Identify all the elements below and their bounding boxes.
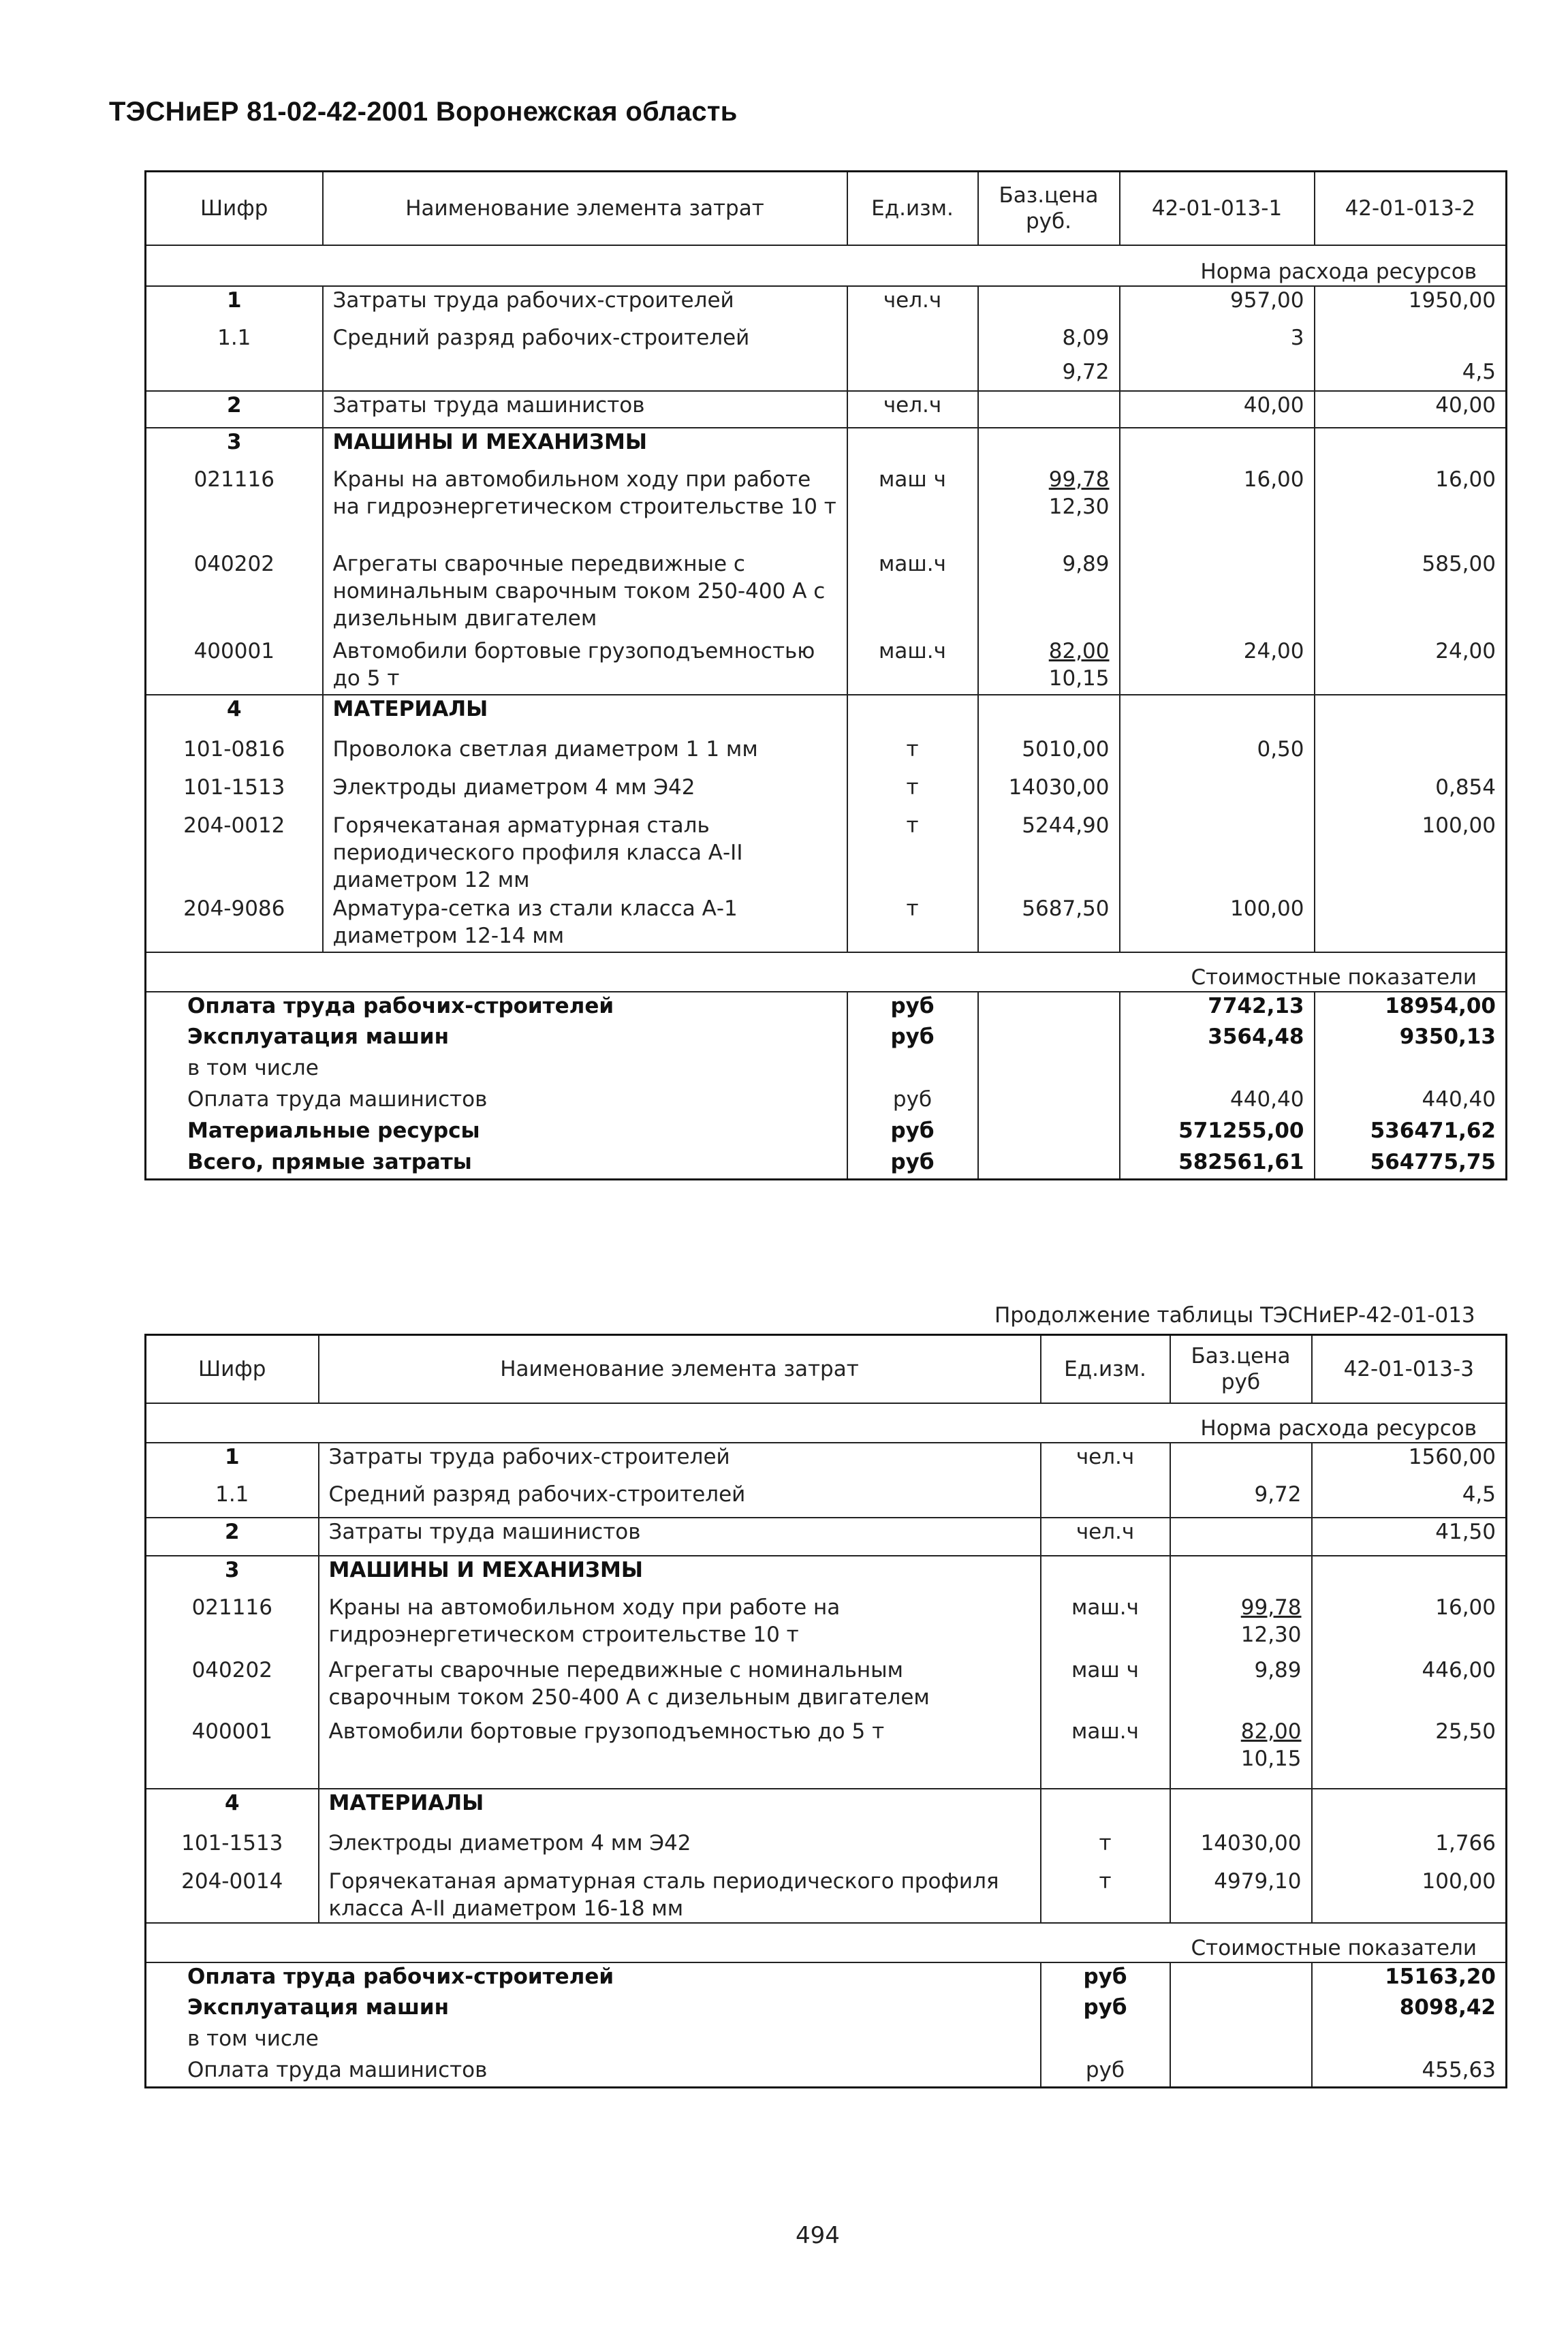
header-col-1: 42-01-013-3: [1312, 1335, 1507, 1403]
base-price-secondary: 12,30: [1048, 494, 1110, 519]
row-name: МАТЕРИАЛЫ: [323, 695, 847, 736]
row-name: Средний разряд рабочих-строителей: [323, 324, 847, 358]
row-unit: т: [847, 812, 978, 895]
row-value-1: 16,00: [1120, 466, 1315, 550]
table-row: [146, 286, 1507, 324]
row-code: 1.1: [146, 324, 323, 358]
base-price: 9,72: [1254, 1482, 1302, 1507]
header-name: Наименование элемента затрат: [319, 1335, 1041, 1403]
table-row: [146, 428, 1507, 466]
row-value-1: [1312, 1556, 1507, 1594]
cost-value-1: 15163,20: [1312, 1962, 1507, 1994]
table-row: [146, 550, 1507, 638]
header-name: Наименование элемента затрат: [323, 172, 847, 245]
base-price: 9,89: [1062, 551, 1110, 576]
table-row: [146, 695, 1507, 736]
row-value-1: 100,00: [1120, 895, 1315, 952]
cost-value-2: 536471,62: [1315, 1117, 1507, 1148]
header-col-2: 42-01-013-2: [1315, 172, 1507, 245]
base-price: 5687,50: [1022, 896, 1110, 921]
table-row: [146, 1518, 1507, 1556]
header-price-line1: Баз.цена: [1191, 1343, 1291, 1368]
row-unit: т: [1041, 1830, 1170, 1868]
cost-name: в том числе: [146, 1054, 847, 1086]
base-price-cell: [978, 358, 1120, 391]
row-code: 101-1513: [146, 774, 323, 812]
table-row: [146, 1868, 1507, 1923]
row-value-1: 100,00: [1312, 1868, 1507, 1923]
cost-empty: [1170, 2056, 1312, 2088]
row-value-1: 40,00: [1120, 391, 1315, 428]
row-value-1: [1312, 1789, 1507, 1830]
base-price-cell: [978, 695, 1120, 736]
row-name: Агрегаты сварочные передвижные с номинальным сварочным током 250-400 А с дизельным двигателем: [323, 550, 847, 638]
table-row: [146, 1594, 1507, 1657]
cost-empty: [978, 1054, 1120, 1086]
table-row: [146, 466, 1507, 550]
base-price-cell: [1170, 1443, 1312, 1481]
header-price-line1: Баз.цена: [999, 183, 1099, 208]
row-code: 3: [146, 1556, 319, 1594]
row-code: 040202: [146, 1657, 319, 1718]
row-code: 204-0014: [146, 1868, 319, 1923]
row-name: Краны на автомобильном ходу при работе на гидроэнергетическом строительстве 10 т: [323, 466, 847, 550]
row-value-1: 1,766: [1312, 1830, 1507, 1868]
row-value-2: 40,00: [1315, 391, 1507, 428]
cost-value-2: 440,40: [1315, 1086, 1507, 1117]
row-value-1: 41,50: [1312, 1518, 1507, 1556]
cost-empty: [1170, 1994, 1312, 2025]
row-value-1: 0,50: [1120, 736, 1315, 774]
section-norm-label: Норма расхода ресурсов: [146, 245, 1507, 286]
row-unit: чел.ч: [1041, 1518, 1170, 1556]
cost-unit: руб: [1041, 1962, 1170, 1994]
row-value-1: 957,00: [1120, 286, 1315, 324]
row-code: 4: [146, 1789, 319, 1830]
section-row: [146, 1923, 1507, 1962]
row-name: [323, 358, 847, 391]
row-unit: чел.ч: [847, 286, 978, 324]
row-code: 021116: [146, 466, 323, 550]
cost-value-1: 3564,48: [1120, 1023, 1315, 1054]
row-name: МАТЕРИАЛЫ: [319, 1789, 1041, 1830]
row-value-2: 100,00: [1315, 812, 1507, 895]
cost-value-1: [1120, 1054, 1315, 1086]
cost-name: Всего, прямые затраты: [146, 1148, 847, 1180]
cost-name: Эксплуатация машин: [146, 1023, 847, 1054]
row-code: 101-0816: [146, 736, 323, 774]
base-price-cell: [1170, 1789, 1312, 1830]
row-unit: маш.ч: [847, 638, 978, 695]
cost-value-1: 571255,00: [1120, 1117, 1315, 1148]
row-unit: т: [847, 895, 978, 952]
cost-value-1: 455,63: [1312, 2056, 1507, 2088]
row-unit: маш.ч: [847, 550, 978, 638]
resource-table-1: [144, 170, 1507, 1180]
row-code: 101-1513: [146, 1830, 319, 1868]
cost-row: [146, 1086, 1507, 1117]
row-value-1: 446,00: [1312, 1657, 1507, 1718]
row-value-1: 3: [1120, 324, 1315, 358]
row-value-1: 25,50: [1312, 1718, 1507, 1789]
base-price-cell: [978, 466, 1120, 550]
cost-unit: руб: [847, 1148, 978, 1180]
table-row: [146, 324, 1507, 358]
base-price-cell: [978, 638, 1120, 695]
cost-value-2: 9350,13: [1315, 1023, 1507, 1054]
base-price-cell: [1170, 1556, 1312, 1594]
row-name: Затраты труда машинистов: [323, 391, 847, 428]
row-value-2: [1315, 428, 1507, 466]
row-unit: маш.ч: [1041, 1718, 1170, 1789]
cost-unit: руб: [847, 1023, 978, 1054]
base-price-cell: [1170, 1718, 1312, 1789]
row-name: Краны на автомобильном ходу при работе на гидроэнергетическом строительстве 10 т: [319, 1594, 1041, 1657]
cost-empty: [1170, 2025, 1312, 2056]
cost-unit: руб: [1041, 2056, 1170, 2088]
row-value-1: [1120, 812, 1315, 895]
header-unit: Ед.изм.: [847, 172, 978, 245]
row-code: 1: [146, 286, 323, 324]
table-row: [146, 1789, 1507, 1830]
base-price-cell: [1170, 1481, 1312, 1518]
table-row: [146, 736, 1507, 774]
section-row: [146, 952, 1507, 992]
row-name: Агрегаты сварочные передвижные с номинальным сварочным током 250-400 А с дизельным двигателем: [319, 1657, 1041, 1718]
base-price: 14030,00: [1200, 1830, 1302, 1856]
document-title: ТЭСНиЕР 81-02-42-2001 Воронежская область: [109, 97, 738, 127]
base-price-cell: [1170, 1830, 1312, 1868]
page-number: 494: [796, 2222, 840, 2249]
base-price: 9,89: [1254, 1657, 1302, 1682]
row-value-1: 16,00: [1312, 1594, 1507, 1657]
cost-name: в том числе: [146, 2025, 1041, 2056]
row-code: 1: [146, 1443, 319, 1481]
base-price-cell: [978, 428, 1120, 466]
base-price-cell: [1170, 1518, 1312, 1556]
row-code: 2: [146, 1518, 319, 1556]
row-unit: маш ч: [1041, 1657, 1170, 1718]
header-col-1: 42-01-013-1: [1120, 172, 1315, 245]
row-name: Арматура-сетка из стали класса А-1 диаметром 12-14 мм: [323, 895, 847, 952]
cost-value-2: 18954,00: [1315, 992, 1507, 1023]
row-unit: т: [847, 736, 978, 774]
header-base-price: [978, 172, 1120, 245]
row-value-2: 1950,00: [1315, 286, 1507, 324]
base-price: 99,78: [1240, 1595, 1302, 1620]
cost-name: Оплата труда машинистов: [146, 2056, 1041, 2088]
cost-unit: [1041, 2025, 1170, 2056]
cost-name: Материальные ресурсы: [146, 1117, 847, 1148]
row-value-1: [1120, 428, 1315, 466]
row-code: 021116: [146, 1594, 319, 1657]
base-price: 9,72: [1062, 359, 1110, 384]
base-price-cell: [978, 736, 1120, 774]
base-price-cell: [978, 895, 1120, 952]
row-value-2: 4,5: [1315, 358, 1507, 391]
base-price-cell: [978, 324, 1120, 358]
row-name: Затраты труда машинистов: [319, 1518, 1041, 1556]
header-base-price: [1170, 1335, 1312, 1403]
table-row: [146, 391, 1507, 428]
row-code: 4: [146, 695, 323, 736]
base-price-cell: [1170, 1657, 1312, 1718]
row-name: Электроды диаметром 4 мм Э42: [323, 774, 847, 812]
table-row: [146, 895, 1507, 952]
row-unit: чел.ч: [847, 391, 978, 428]
base-price: 8,09: [1062, 325, 1110, 350]
row-unit: чел.ч: [1041, 1443, 1170, 1481]
cost-empty: [978, 992, 1120, 1023]
base-price-secondary: 10,15: [1240, 1746, 1302, 1771]
row-code: 3: [146, 428, 323, 466]
base-price-cell: [978, 812, 1120, 895]
row-unit: [847, 428, 978, 466]
row-code: 204-0012: [146, 812, 323, 895]
section-cost-label: Стоимостные показатели: [146, 952, 1507, 992]
base-price: 5010,00: [1022, 736, 1110, 762]
section-cost-label: Стоимостные показатели: [146, 1923, 1507, 1962]
cost-empty: [978, 1086, 1120, 1117]
cost-unit: руб: [847, 992, 978, 1023]
row-unit: [1041, 1556, 1170, 1594]
row-value-1: 1560,00: [1312, 1443, 1507, 1481]
cost-row: [146, 1054, 1507, 1086]
row-name: МАШИНЫ И МЕХАНИЗМЫ: [323, 428, 847, 466]
row-unit: [847, 695, 978, 736]
base-price: 4979,10: [1214, 1868, 1302, 1894]
cost-row: [146, 1023, 1507, 1054]
cost-name: Оплата труда машинистов: [146, 1086, 847, 1117]
cost-value-1: 7742,13: [1120, 992, 1315, 1023]
row-name: МАШИНЫ И МЕХАНИЗМЫ: [319, 1556, 1041, 1594]
row-unit: т: [1041, 1868, 1170, 1923]
row-value-2: 0,854: [1315, 774, 1507, 812]
header-unit: Ед.изм.: [1041, 1335, 1170, 1403]
cost-row: [146, 992, 1507, 1023]
cost-value-2: 564775,75: [1315, 1148, 1507, 1180]
row-value-1: 24,00: [1120, 638, 1315, 695]
cost-unit: руб: [1041, 1994, 1170, 2025]
row-code: 400001: [146, 638, 323, 695]
cost-row: [146, 2056, 1507, 2088]
cost-value-1: 440,40: [1120, 1086, 1315, 1117]
header-code: Шифр: [146, 1335, 319, 1403]
base-price-cell: [1170, 1594, 1312, 1657]
row-name: Автомобили бортовые грузоподъемностью до 5 т: [319, 1718, 1041, 1789]
table-row: [146, 1481, 1507, 1518]
section-norm-label: Норма расхода ресурсов: [146, 1403, 1507, 1443]
row-code: [146, 358, 323, 391]
row-code: 1.1: [146, 1481, 319, 1518]
row-value-1: [1120, 774, 1315, 812]
cost-name: Оплата труда рабочих-строителей: [146, 1962, 1041, 1994]
row-unit: т: [847, 774, 978, 812]
row-value-2: 16,00: [1315, 466, 1507, 550]
cost-unit: руб: [847, 1086, 978, 1117]
cost-value-1: 8098,42: [1312, 1994, 1507, 2025]
cost-row: [146, 2025, 1507, 2056]
row-name: Автомобили бортовые грузоподъемностью до 5 т: [323, 638, 847, 695]
table-row: [146, 1830, 1507, 1868]
base-price-secondary: 12,30: [1240, 1622, 1302, 1647]
row-value-2: 585,00: [1315, 550, 1507, 638]
table-row: [146, 1657, 1507, 1718]
base-price-cell: [978, 550, 1120, 638]
base-price: 82,00: [1240, 1719, 1302, 1744]
table-row: [146, 358, 1507, 391]
continuation-title: Продолжение таблицы ТЭСНиЕР-42-01-013: [994, 1303, 1475, 1328]
cost-row: [146, 1962, 1507, 1994]
row-code: 040202: [146, 550, 323, 638]
row-value-2: [1315, 695, 1507, 736]
base-price-cell: [978, 391, 1120, 428]
row-value-2: [1315, 324, 1507, 358]
cost-value-2: [1315, 1054, 1507, 1086]
row-name: Горячекатаная арматурная сталь периодического профиля класса А-II диаметром 12 мм: [323, 812, 847, 895]
cost-empty: [978, 1148, 1120, 1180]
resource-table-2: [144, 1334, 1507, 2088]
cost-name: Эксплуатация машин: [146, 1994, 1041, 2025]
row-code: 400001: [146, 1718, 319, 1789]
row-name: Затраты труда рабочих-строителей: [319, 1443, 1041, 1481]
base-price-cell: [1170, 1868, 1312, 1923]
cost-value-1: 582561,61: [1120, 1148, 1315, 1180]
cost-value-1: [1312, 2025, 1507, 2056]
row-unit: [847, 358, 978, 391]
cost-unit: [847, 1054, 978, 1086]
row-unit: [847, 324, 978, 358]
cost-empty: [978, 1117, 1120, 1148]
row-value-1: [1120, 550, 1315, 638]
header-price-line2: руб: [1221, 1369, 1261, 1394]
cost-row: [146, 1994, 1507, 2025]
row-value-2: 24,00: [1315, 638, 1507, 695]
table-row: [146, 812, 1507, 895]
row-unit: маш ч: [847, 466, 978, 550]
header-price-line2: руб.: [1026, 208, 1071, 234]
table-row: [146, 1443, 1507, 1481]
cost-empty: [1170, 1962, 1312, 1994]
row-unit: маш.ч: [1041, 1594, 1170, 1657]
base-price: 14030,00: [1008, 774, 1110, 800]
table-row: [146, 1718, 1507, 1789]
cost-empty: [978, 1023, 1120, 1054]
cost-name: Оплата труда рабочих-строителей: [146, 992, 847, 1023]
row-name: Горячекатаная арматурная сталь периодического профиля класса А-II диаметром 16-18 мм: [319, 1868, 1041, 1923]
row-name: Затраты труда рабочих-строителей: [323, 286, 847, 324]
header-code: Шифр: [146, 172, 323, 245]
table-row: [146, 774, 1507, 812]
base-price-cell: [978, 286, 1120, 324]
base-price: 5244,90: [1022, 813, 1110, 838]
cost-unit: руб: [847, 1117, 978, 1148]
base-price: 82,00: [1048, 638, 1110, 663]
row-name: Электроды диаметром 4 мм Э42: [319, 1830, 1041, 1868]
row-name: Проволока светлая диаметром 1 1 мм: [323, 736, 847, 774]
row-name: Средний разряд рабочих-строителей: [319, 1481, 1041, 1518]
cost-row: [146, 1117, 1507, 1148]
row-code: 2: [146, 391, 323, 428]
row-value-1: 4,5: [1312, 1481, 1507, 1518]
row-value-2: [1315, 895, 1507, 952]
base-price-secondary: 10,15: [1048, 666, 1110, 691]
cost-row: [146, 1148, 1507, 1180]
base-price: 99,78: [1048, 467, 1110, 492]
table-row: [146, 638, 1507, 695]
table-row: [146, 1556, 1507, 1594]
row-value-1: [1120, 358, 1315, 391]
row-unit: [1041, 1481, 1170, 1518]
row-unit: [1041, 1789, 1170, 1830]
row-value-2: [1315, 736, 1507, 774]
row-code: 204-9086: [146, 895, 323, 952]
base-price-cell: [978, 774, 1120, 812]
row-value-1: [1120, 695, 1315, 736]
